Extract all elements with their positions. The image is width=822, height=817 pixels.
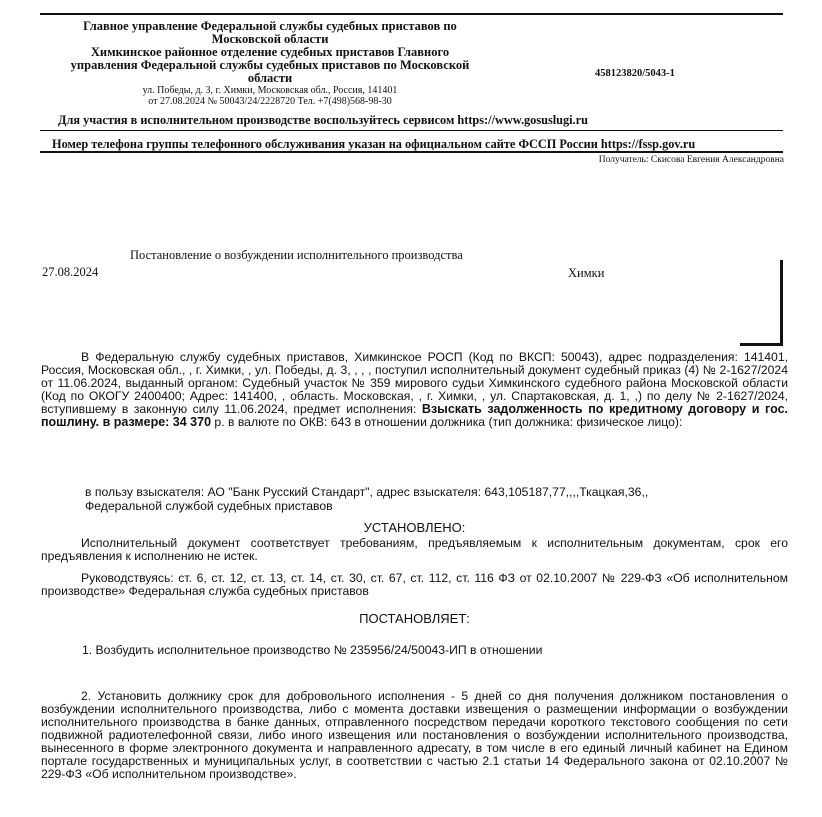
resolves-heading: ПОСТАНОВЛЯЕТ:	[359, 611, 470, 626]
established-text: Исполнительный документ соответствует требованиям, предъявляемым к исполнительным документам, срок его предъявления к исполнению не истек.	[41, 536, 788, 563]
dept-line3: области	[247, 71, 293, 85]
bottom-header-rule	[40, 151, 783, 153]
item-2: 2. Установить должнику срок для добровольного исполнения - 5 дней со дня получения должником постановления о возбуждении исполнительного производства, либо с момента доставки извещения о размещении информации о возбуждении исполнительного производства в банке данных, отправленного посредством передачи короткого текстового сообщения по сети подвижной радиотелефонной связи, либо иного извещения или постановления о возбуждении исполнительного производства, вынесенного в форме электронного документа и направленного адресату, в том числе в его единый личный кабинет на Едином портале государственных и муниципальных услуг, в соответствии с частью 2.1 статьи 14 Федерального закона от 02.10.2007 № 229-ФЗ «Об исполнительном производстве».	[41, 689, 788, 781]
established-heading: УСТАНОВЛЕНО:	[363, 520, 466, 535]
intro-paragraph	[41, 351, 788, 429]
date-phone-line: от 27.08.2024 № 50043/24/2228720 Тел. +7(498)568-98-30	[148, 96, 392, 107]
fssp-phone-notice: Номер телефона группы телефонного обслуживания указан на официальном сайте ФССП России https://fssp.gov.ru	[52, 137, 696, 151]
doc-code: 458123820/5043-1	[595, 68, 675, 79]
guided-by-text: Руководствуясь: ст. 6, ст. 12, ст. 13, ст. 14, ст. 30, ст. 67, ст. 112, ст. 116 ФЗ от 02.10.2007 № 229-ФЗ «Об исполнительном производстве» Федеральная служба судебных приставов	[41, 571, 788, 598]
doc-city: Химки	[568, 266, 605, 280]
org-line2: Московской области	[211, 32, 329, 46]
doc-date: 27.08.2024	[42, 265, 99, 279]
recipient: Получатель: Скисова Евгения Александровна	[598, 155, 784, 165]
intro-tail: р. в валюте по ОКВ: 643 в отношении должника (тип должника: физическое лицо):	[211, 415, 683, 429]
address-line: ул. Победы, д. 3, г. Химки, Московская обл., Россия, 141401	[142, 85, 398, 96]
gosuslugi-notice: Для участия в исполнительном производстве воспользуйтесь сервисом https://www.gosuslugi.ru	[58, 113, 588, 127]
item-1: 1. Возбудить исполнительное производство № 235956/24/50043-ИП в отношении	[82, 643, 543, 657]
org-header	[40, 20, 500, 107]
claimant-line: в пользу взыскателя: АО "Банк Русский Стандарт", адрес взыскателя: 643,105187,77,,,,Ткацкая,36,,	[85, 485, 649, 499]
dept-line2: управления Федеральной службы судебных приставов по Московской	[70, 58, 470, 72]
subject-of-execution: Взыскать задолженность по кредитному договору и гос. пошлину. в размере: 34 370	[41, 402, 788, 429]
doc-title: Постановление о возбуждении исполнительного производства	[130, 248, 463, 262]
org-line1: Главное управление Федеральной службы судебных приставов по	[83, 19, 457, 33]
top-rule	[40, 13, 783, 15]
intro-text: В Федеральную службу судебных приставов, Химкинское РОСП (Код по ВКСП: 50043), адрес подразделения: 141401, Россия, Московская обл., , г. Химки, , ул. Победы, д. 3, , , , поступил исполнительный документ судебный приказ (4) № 2-1627/2024 от 11.06.2024, выданный органом: Судебный участок № 359 мирового судьи Химкинского судебного района Московской области (Код по ОКОГУ 2400400; Адрес: 141400, , область. Московская, , г. Химки, , ул. Спартаковская, д. 1, ,) по делу № 2-1627/2024, вступившему в законную силу 11.06.2024, предмет исполнения:	[41, 350, 788, 416]
corner-mark-horizontal	[740, 343, 783, 346]
dept-line1: Химкинское районное отделение судебных приставов Главного	[90, 45, 450, 59]
service-line: Федеральной службой судебных приставов	[85, 499, 333, 513]
corner-mark-vertical	[780, 260, 783, 346]
mid-rule	[40, 130, 783, 131]
